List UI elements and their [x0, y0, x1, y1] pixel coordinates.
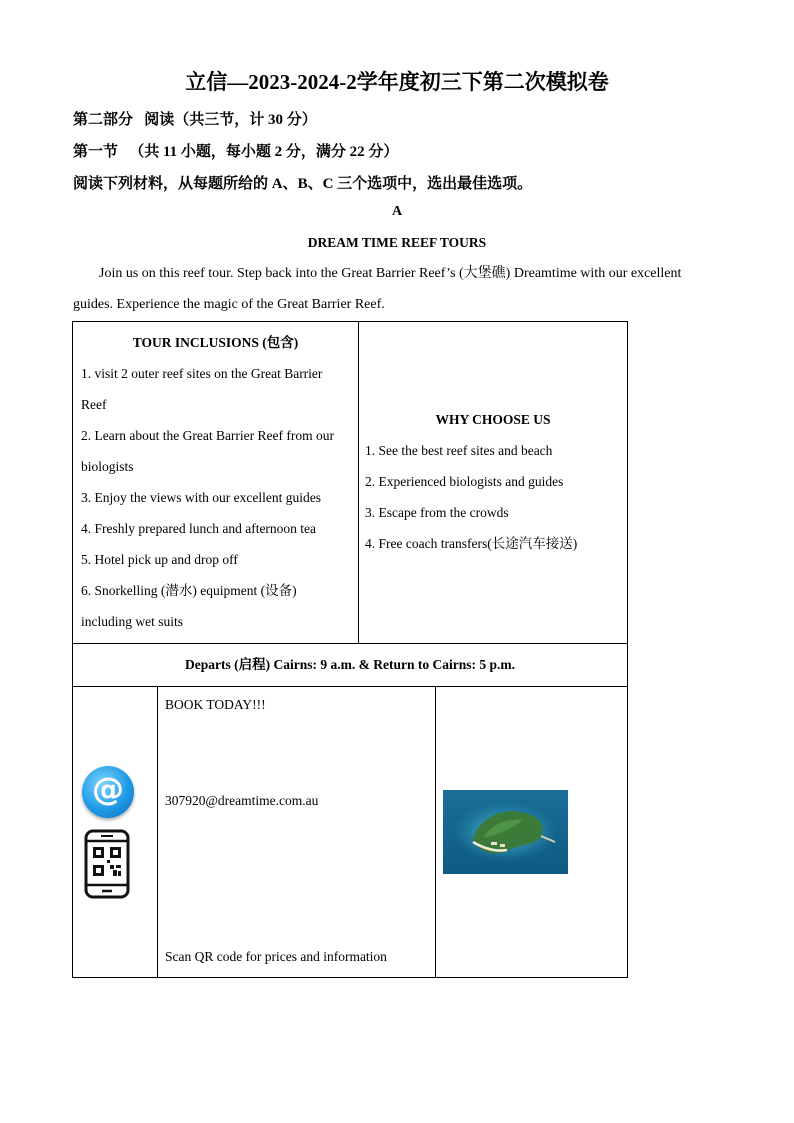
why-item: 2. Experienced biologists and guides — [365, 474, 564, 489]
inclusion-item: 3. Enjoy the views with our excellent guides — [81, 490, 321, 505]
passage-intro: Join us on this reef tour. Step back into the Great Barrier Reef’s (大堡礁) Dreamtime with our excellent guides. Experience the magic of the Great Barrier Reef. — [73, 266, 682, 312]
at-sign-icon: @ — [82, 766, 134, 818]
inclusion-item: 5. Hotel pick up and drop off — [81, 552, 238, 567]
why-cell — [358, 321, 628, 644]
scan-qr-text: Scan QR code for prices and information — [165, 949, 387, 964]
island-photo — [443, 790, 568, 874]
inclusion-item: 2. Learn about the Great Barrier Reef from our biologists — [81, 428, 335, 474]
inclusions-cell — [72, 321, 359, 644]
section-heading: 第一节 （共 11 小题，每小题 2 分，满分 22 分） — [73, 144, 399, 160]
passage-letter: A — [391, 204, 403, 219]
inclusion-item: 4. Freshly prepared lunch and afternoon tea — [81, 521, 317, 536]
inclusion-item: 1. visit 2 outer reef sites on the Great Barrier Reef — [81, 366, 323, 412]
inclusion-item: 6. Snorkelling (潜水) equipment (设备) including wet suits — [81, 583, 297, 629]
instruction: 阅读下列材料，从每题所给的 A、B、C 三个选项中，选出最佳选项。 — [73, 176, 533, 192]
why-item: 3. Escape from the crowds — [365, 505, 509, 520]
why-title: WHY CHOOSE US — [435, 412, 551, 427]
departs-row: Departs (启程) Cairns: 9 a.m. & Return to Cairns: 5 p.m. — [72, 643, 628, 687]
part-heading: 第二部分 阅读（共三节，计 30 分） — [73, 112, 317, 128]
inclusions-title: TOUR INCLUSIONS (包含) — [132, 335, 299, 350]
booking-cell — [157, 686, 436, 978]
booking-email[interactable]: 307920@dreamtime.com.au — [165, 793, 319, 808]
phone-qr-icon — [83, 829, 131, 899]
why-item: 1. See the best reef sites and beach — [365, 443, 553, 458]
passage-heading: DREAM TIME REEF TOURS — [307, 235, 487, 250]
book-today: BOOK TODAY!!! — [165, 697, 266, 712]
page-title: 立信—2023-2024-2学年度初三下第二次模拟卷 — [185, 70, 609, 94]
why-item: 4. Free coach transfers(长途汽车接送) — [365, 536, 578, 551]
